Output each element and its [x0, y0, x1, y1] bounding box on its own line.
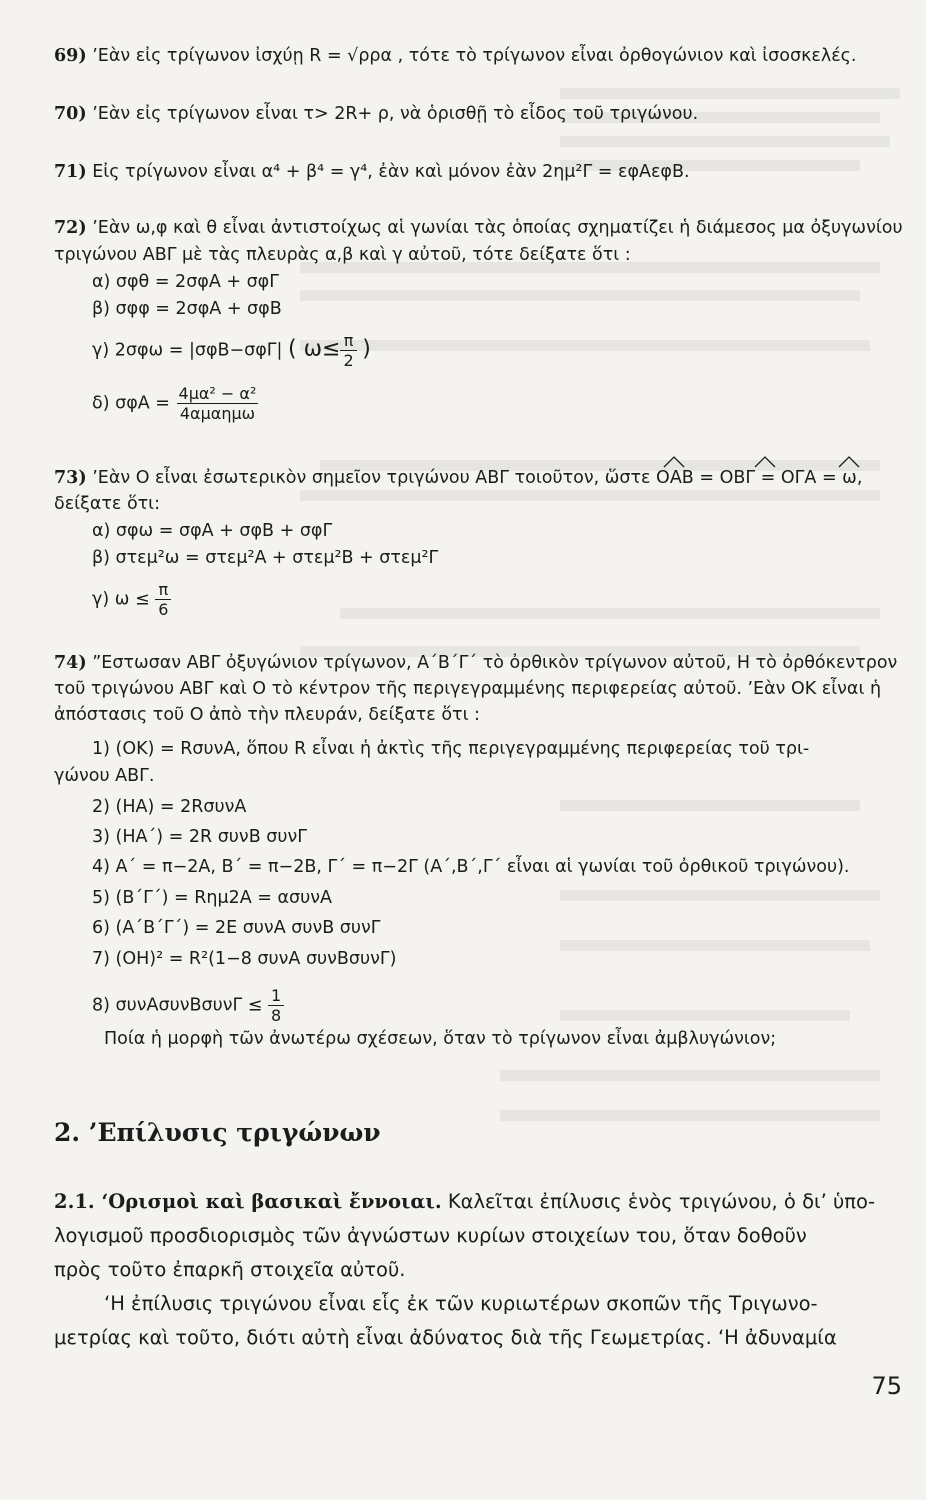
formula-text: γ) 2σφω = |σφΒ−σφΓ|	[92, 340, 283, 361]
problem-73-a: α) σφω = σφΑ + σφΒ + σφΓ	[92, 521, 333, 541]
problem-72-c	[92, 331, 371, 370]
problem-74-line2: τοῦ τριγώνου ΑΒΓ καὶ Ο τὸ κέντρον τῆς περιγεγραμμένης περιφερείας αὐτοῦ. ’Εὰν ΟΚ εἶναι ἡ	[54, 679, 882, 699]
fraction-denominator: 8	[268, 1005, 284, 1025]
problem-74-question: Ποία ἡ μορφὴ τῶν ἀνωτέρω σχέσεων, ὅταν τὸ τρίγωνον εἶναι ἀμβλυγώνιον;	[104, 1029, 777, 1049]
problem-73-line1	[54, 466, 862, 490]
paragraph-line: λογισμοῦ προσδιορισμὸς τῶν ἀγνώστων κυρίων στοιχείων του, ὅταν δοθοῦν	[54, 1224, 807, 1247]
subsection-title: 2.1. ‘Ορισμοὶ καὶ βασικαὶ ἔννοιαι.	[54, 1190, 442, 1213]
fraction	[176, 384, 260, 423]
problem-72-a: α) σφθ = 2σφΑ + σφΓ	[92, 272, 279, 292]
paragraph-line: πρὸς τοῦτο ἐπαρκῆ στοιχεῖα αὐτοῦ.	[54, 1258, 406, 1281]
fraction	[268, 986, 284, 1025]
fraction	[155, 580, 171, 619]
paragraph-line: ‘Η ἐπίλυσις τριγώνου εἶναι εἷς ἐκ τῶν κυριωτέρων σκοπῶν τῆς Τριγωνο-	[104, 1292, 818, 1315]
fraction-denominator: 6	[155, 599, 171, 619]
problem-74-item5: 5) (Β΄Γ΄) = Rημ2Α = ασυνΑ	[92, 888, 333, 908]
problem-72-line2: τριγώνου ΑΒΓ μὲ τὰς πλευρὰς α,β καὶ γ αὐτοῦ, τότε δείξατε ὅτι :	[54, 245, 631, 265]
problem-74-item3: 3) (ΗΑ΄) = 2R συνΒ συνΓ	[92, 827, 308, 847]
problem-70	[54, 102, 698, 126]
problem-73-b: β) στεμ²ω = στεμ²Α + στεμ²Β + στεμ²Γ	[92, 548, 439, 568]
problem-72-line1	[54, 216, 903, 240]
problem-74-item2: 2) (ΗΑ) = 2RσυνΑ	[92, 797, 247, 817]
problem-text: ’Εὰν ω,φ καὶ θ εἶναι ἀντιστοίχως αἱ γωνίαι τὰς ὁποίας σχηματίζει ἡ διάμεσος μα ὀξυγωνίου	[92, 218, 903, 238]
formula-text: δ) σφΑ =	[92, 393, 170, 414]
problem-74-line3: ἀπόστασις τοῦ Ο ἀπὸ τὴν πλευράν, δείξατε ὅτι :	[54, 705, 480, 725]
problem-74-item8	[92, 986, 284, 1025]
formula-paren: )	[362, 336, 371, 362]
problem-text: ’Εὰν Ο εἶναι ἐσωτερικὸν σημεῖον τριγώνου ΑΒΓ τοιοῦτον, ὥστε ΟΑΒ = ΟΒΓ = ΟΓΑ = ω,	[92, 468, 863, 488]
fraction-denominator: 2	[340, 350, 356, 370]
problem-number: 69)	[54, 46, 87, 66]
problem-73-line2: δείξατε ὅτι:	[54, 494, 160, 514]
problem-74-item4: 4) Α΄ = π−2Α, Β΄ = π−2Β, Γ΄ = π−2Γ (Α΄,Β΄,Γ΄ εἶναι αἱ γωνίαι τοῦ ὀρθικοῦ τριγώνου).	[92, 857, 850, 877]
problem-74-item1b: γώνου ΑΒΓ.	[54, 766, 155, 786]
problem-text: ’Εὰν εἰς τρίγωνον ἰσχύῃ R = √ρρα , τότε τὸ τρίγωνον εἶναι ὀρθογώνιον καὶ ἰσοσκελές.	[92, 46, 857, 66]
formula-paren: ( ω≤	[288, 336, 341, 362]
fraction-denominator: 4αμαημω	[177, 403, 258, 423]
problem-72-d	[92, 384, 259, 423]
formula-text: γ) ω ≤	[92, 589, 150, 610]
problem-text: ’Εὰν εἰς τρίγωνον εἶναι τ> 2R+ ρ, νὰ ὁρισθῇ τὸ εἶδος τοῦ τριγώνου.	[92, 104, 699, 124]
problem-text: ”Εστωσαν ΑΒΓ ὀξυγώνιον τρίγωνον, Α΄Β΄Γ΄ τὸ ὀρθικὸν τρίγωνον αὐτοῦ, Η τὸ ὀρθόκεντρον	[92, 653, 898, 673]
subsection-line1	[54, 1184, 875, 1220]
fraction-numerator: 1	[271, 986, 282, 1005]
problem-number: 73)	[54, 468, 87, 488]
fraction-numerator: π	[343, 331, 354, 350]
problem-number: 74)	[54, 653, 87, 673]
problem-73-c	[92, 580, 171, 619]
paragraph-line: μετρίας καὶ τοῦτο, διότι αὐτὴ εἶναι ἀδύνατος διὰ τῆς Γεωμετρίας. ‘Η ἀδυναμία	[54, 1326, 837, 1349]
problem-72-b: β) σφφ = 2σφΑ + σφΒ	[92, 299, 282, 319]
problem-74-line1	[54, 651, 897, 675]
problem-number: 71)	[54, 162, 87, 182]
fraction-numerator: 4μα² − α²	[178, 384, 257, 403]
problem-74-item7: 7) (ΟΗ)² = R²(1−8 συνΑ συνΒσυνΓ)	[92, 949, 397, 969]
problem-71	[54, 160, 690, 184]
paragraph-text: Καλεῖται ἐπίλυσις ἑνὸς τριγώνου, ὁ δι’ ὑπο-	[447, 1190, 875, 1213]
page-number: 75	[871, 1372, 902, 1400]
section-title: 2. ’Επίλυσις τριγώνων	[54, 1118, 381, 1147]
problem-number: 72)	[54, 218, 87, 238]
fraction	[340, 331, 356, 370]
problem-number: 70)	[54, 104, 87, 124]
problem-69	[54, 44, 857, 68]
problem-74-item1a: 1) (ΟΚ) = RσυνΑ, ὅπου R εἶναι ἡ ἀκτὶς τῆς περιγεγραμμένης περιφερείας τοῦ τρι-	[92, 739, 810, 759]
fraction-numerator: π	[158, 580, 169, 599]
problem-74-item6: 6) (Α΄Β΄Γ΄) = 2Ε συνΑ συνΒ συνΓ	[92, 918, 381, 938]
formula-text: 8) συνΑσυνΒσυνΓ ≤	[92, 995, 263, 1016]
problem-text: Εἰς τρίγωνον εἶναι α⁴ + β⁴ = γ⁴, ἐὰν καὶ μόνον ἐὰν 2ημ²Γ = εφΑεφΒ.	[92, 162, 690, 182]
